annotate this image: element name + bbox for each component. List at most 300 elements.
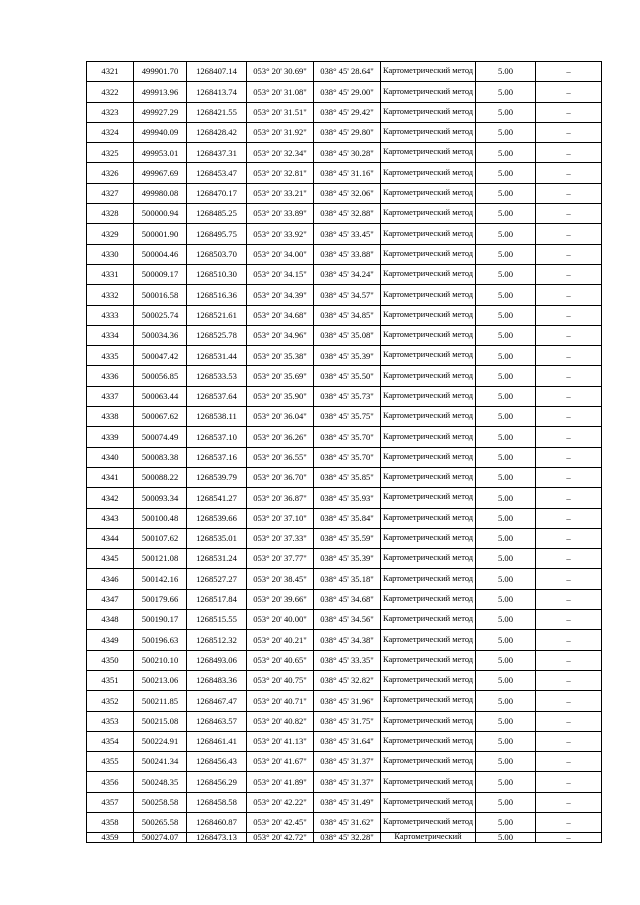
method-cell: Картометрический метод	[381, 305, 476, 325]
longitude-cell: 038° 45' 35.39"	[314, 549, 381, 569]
note-cell: –	[536, 407, 602, 427]
x-coordinate-cell: 499967.69	[134, 163, 187, 183]
method-cell: Картометрический метод	[381, 285, 476, 305]
point-number-cell: 4353	[87, 711, 134, 731]
note-cell: –	[536, 143, 602, 163]
note-cell: –	[536, 812, 602, 832]
y-coordinate-cell: 1268531.24	[187, 549, 247, 569]
point-number-cell: 4343	[87, 508, 134, 528]
method-cell: Картометрический метод	[381, 812, 476, 832]
latitude-cell: 053° 20' 41.13"	[247, 731, 314, 751]
longitude-cell: 038° 45' 32.06"	[314, 183, 381, 203]
x-coordinate-cell: 500025.74	[134, 305, 187, 325]
latitude-cell: 053° 20' 31.92"	[247, 122, 314, 142]
accuracy-cell: 5.00	[476, 772, 536, 792]
x-coordinate-cell: 500067.62	[134, 407, 187, 427]
longitude-cell: 038° 45' 29.00"	[314, 82, 381, 102]
point-number-cell: 4338	[87, 407, 134, 427]
accuracy-cell: 5.00	[476, 325, 536, 345]
point-number-cell: 4357	[87, 792, 134, 812]
x-coordinate-cell: 499940.09	[134, 122, 187, 142]
latitude-cell: 053° 20' 34.00"	[247, 244, 314, 264]
accuracy-cell: 5.00	[476, 569, 536, 589]
point-number-cell: 4331	[87, 264, 134, 284]
longitude-cell: 038° 45' 35.70"	[314, 447, 381, 467]
note-cell: –	[536, 366, 602, 386]
table-row	[87, 731, 602, 751]
accuracy-cell: 5.00	[476, 691, 536, 711]
point-number-cell: 4345	[87, 549, 134, 569]
y-coordinate-cell: 1268527.27	[187, 569, 247, 589]
latitude-cell: 053° 20' 30.69"	[247, 62, 314, 82]
table-row	[87, 833, 602, 843]
longitude-cell: 038° 45' 31.96"	[314, 691, 381, 711]
point-number-cell: 4355	[87, 752, 134, 772]
note-cell: –	[536, 285, 602, 305]
table-row	[87, 630, 602, 650]
y-coordinate-cell: 1268510.30	[187, 264, 247, 284]
x-coordinate-cell: 500056.85	[134, 366, 187, 386]
note-cell: –	[536, 204, 602, 224]
x-coordinate-cell: 500088.22	[134, 467, 187, 487]
note-cell: –	[536, 711, 602, 731]
method-cell: Картометрический метод	[381, 325, 476, 345]
latitude-cell: 053° 20' 31.08"	[247, 82, 314, 102]
longitude-cell: 038° 45' 33.88"	[314, 244, 381, 264]
note-cell: –	[536, 102, 602, 122]
accuracy-cell: 5.00	[476, 752, 536, 772]
accuracy-cell: 5.00	[476, 163, 536, 183]
y-coordinate-cell: 1268539.79	[187, 467, 247, 487]
note-cell: –	[536, 82, 602, 102]
table-row	[87, 569, 602, 589]
accuracy-cell: 5.00	[476, 488, 536, 508]
latitude-cell: 053° 20' 42.72"	[247, 833, 314, 843]
method-cell: Картометрический метод	[381, 366, 476, 386]
x-coordinate-cell: 499913.96	[134, 82, 187, 102]
y-coordinate-cell: 1268512.32	[187, 630, 247, 650]
latitude-cell: 053° 20' 34.96"	[247, 325, 314, 345]
method-cell: Картометрический метод	[381, 346, 476, 366]
accuracy-cell: 5.00	[476, 812, 536, 832]
y-coordinate-cell: 1268461.41	[187, 731, 247, 751]
point-number-cell: 4329	[87, 224, 134, 244]
point-number-cell: 4325	[87, 143, 134, 163]
method-cell: Картометрический метод	[381, 82, 476, 102]
longitude-cell: 038° 45' 28.64"	[314, 62, 381, 82]
note-cell: –	[536, 264, 602, 284]
latitude-cell: 053° 20' 34.68"	[247, 305, 314, 325]
table-row	[87, 467, 602, 487]
latitude-cell: 053° 20' 34.15"	[247, 264, 314, 284]
accuracy-cell: 5.00	[476, 508, 536, 528]
y-coordinate-cell: 1268538.11	[187, 407, 247, 427]
y-coordinate-cell: 1268493.06	[187, 650, 247, 670]
note-cell: –	[536, 163, 602, 183]
point-number-cell: 4321	[87, 62, 134, 82]
table-row	[87, 792, 602, 812]
table-row	[87, 610, 602, 630]
point-number-cell: 4344	[87, 528, 134, 548]
table-row	[87, 812, 602, 832]
table-row	[87, 285, 602, 305]
longitude-cell: 038° 45' 31.49"	[314, 792, 381, 812]
x-coordinate-cell: 500265.58	[134, 812, 187, 832]
table-row	[87, 122, 602, 142]
table-row	[87, 244, 602, 264]
table-row	[87, 82, 602, 102]
point-number-cell: 4332	[87, 285, 134, 305]
point-number-cell: 4324	[87, 122, 134, 142]
table-row	[87, 670, 602, 690]
table-row	[87, 264, 602, 284]
latitude-cell: 053° 20' 40.71"	[247, 691, 314, 711]
y-coordinate-cell: 1268413.74	[187, 82, 247, 102]
table-row	[87, 386, 602, 406]
accuracy-cell: 5.00	[476, 792, 536, 812]
latitude-cell: 053° 20' 35.90"	[247, 386, 314, 406]
table-row	[87, 427, 602, 447]
table-row	[87, 325, 602, 345]
latitude-cell: 053° 20' 39.66"	[247, 589, 314, 609]
accuracy-cell: 5.00	[476, 62, 536, 82]
longitude-cell: 038° 45' 34.85"	[314, 305, 381, 325]
method-cell: Картометрический метод	[381, 204, 476, 224]
x-coordinate-cell: 500274.07	[134, 833, 187, 843]
method-cell: Картометрический	[381, 833, 476, 843]
table-row	[87, 691, 602, 711]
method-cell: Картометрический метод	[381, 224, 476, 244]
note-cell: –	[536, 305, 602, 325]
x-coordinate-cell: 499927.29	[134, 102, 187, 122]
table-row	[87, 447, 602, 467]
method-cell: Картометрический метод	[381, 792, 476, 812]
method-cell: Картометрический метод	[381, 569, 476, 589]
accuracy-cell: 5.00	[476, 285, 536, 305]
longitude-cell: 038° 45' 35.75"	[314, 407, 381, 427]
accuracy-cell: 5.00	[476, 589, 536, 609]
y-coordinate-cell: 1268495.75	[187, 224, 247, 244]
point-number-cell: 4326	[87, 163, 134, 183]
x-coordinate-cell: 500107.62	[134, 528, 187, 548]
longitude-cell: 038° 45' 34.24"	[314, 264, 381, 284]
point-number-cell: 4341	[87, 467, 134, 487]
latitude-cell: 053° 20' 40.21"	[247, 630, 314, 650]
table-row	[87, 143, 602, 163]
accuracy-cell: 5.00	[476, 467, 536, 487]
note-cell: –	[536, 630, 602, 650]
accuracy-cell: 5.00	[476, 143, 536, 163]
method-cell: Картометрический метод	[381, 691, 476, 711]
method-cell: Картометрический метод	[381, 528, 476, 548]
latitude-cell: 053° 20' 36.26"	[247, 427, 314, 447]
y-coordinate-cell: 1268503.70	[187, 244, 247, 264]
latitude-cell: 053° 20' 31.51"	[247, 102, 314, 122]
y-coordinate-cell: 1268533.53	[187, 366, 247, 386]
point-number-cell: 4336	[87, 366, 134, 386]
point-number-cell: 4333	[87, 305, 134, 325]
point-number-cell: 4337	[87, 386, 134, 406]
point-number-cell: 4349	[87, 630, 134, 650]
note-cell: –	[536, 549, 602, 569]
y-coordinate-cell: 1268456.29	[187, 772, 247, 792]
y-coordinate-cell: 1268535.01	[187, 528, 247, 548]
note-cell: –	[536, 447, 602, 467]
x-coordinate-cell: 500142.16	[134, 569, 187, 589]
table-row	[87, 772, 602, 792]
longitude-cell: 038° 45' 35.18"	[314, 569, 381, 589]
table-row	[87, 407, 602, 427]
table-row	[87, 102, 602, 122]
x-coordinate-cell: 500211.85	[134, 691, 187, 711]
y-coordinate-cell: 1268456.43	[187, 752, 247, 772]
method-cell: Картометрический метод	[381, 610, 476, 630]
accuracy-cell: 5.00	[476, 264, 536, 284]
x-coordinate-cell: 500121.08	[134, 549, 187, 569]
table-row	[87, 488, 602, 508]
note-cell: –	[536, 508, 602, 528]
longitude-cell: 038° 45' 30.28"	[314, 143, 381, 163]
latitude-cell: 053° 20' 37.77"	[247, 549, 314, 569]
accuracy-cell: 5.00	[476, 610, 536, 630]
latitude-cell: 053° 20' 36.87"	[247, 488, 314, 508]
point-number-cell: 4351	[87, 670, 134, 690]
x-coordinate-cell: 500210.10	[134, 650, 187, 670]
accuracy-cell: 5.00	[476, 224, 536, 244]
method-cell: Картометрический метод	[381, 447, 476, 467]
accuracy-cell: 5.00	[476, 650, 536, 670]
note-cell: –	[536, 772, 602, 792]
note-cell: –	[536, 589, 602, 609]
point-number-cell: 4328	[87, 204, 134, 224]
note-cell: –	[536, 752, 602, 772]
note-cell: –	[536, 386, 602, 406]
y-coordinate-cell: 1268531.44	[187, 346, 247, 366]
longitude-cell: 038° 45' 31.62"	[314, 812, 381, 832]
x-coordinate-cell: 500093.34	[134, 488, 187, 508]
table-row	[87, 589, 602, 609]
accuracy-cell: 5.00	[476, 366, 536, 386]
method-cell: Картометрический метод	[381, 143, 476, 163]
longitude-cell: 038° 45' 32.88"	[314, 204, 381, 224]
longitude-cell: 038° 45' 35.39"	[314, 346, 381, 366]
latitude-cell: 053° 20' 32.34"	[247, 143, 314, 163]
accuracy-cell: 5.00	[476, 427, 536, 447]
latitude-cell: 053° 20' 33.89"	[247, 204, 314, 224]
x-coordinate-cell: 500001.90	[134, 224, 187, 244]
latitude-cell: 053° 20' 37.33"	[247, 528, 314, 548]
point-number-cell: 4350	[87, 650, 134, 670]
longitude-cell: 038° 45' 33.45"	[314, 224, 381, 244]
note-cell: –	[536, 62, 602, 82]
longitude-cell: 038° 45' 31.37"	[314, 752, 381, 772]
longitude-cell: 038° 45' 35.73"	[314, 386, 381, 406]
method-cell: Картометрический метод	[381, 407, 476, 427]
latitude-cell: 053° 20' 33.92"	[247, 224, 314, 244]
table-row	[87, 183, 602, 203]
accuracy-cell: 5.00	[476, 731, 536, 751]
note-cell: –	[536, 183, 602, 203]
method-cell: Картометрический метод	[381, 244, 476, 264]
longitude-cell: 038° 45' 29.80"	[314, 122, 381, 142]
table-row	[87, 224, 602, 244]
x-coordinate-cell: 500190.17	[134, 610, 187, 630]
x-coordinate-cell: 500074.49	[134, 427, 187, 447]
longitude-cell: 038° 45' 34.68"	[314, 589, 381, 609]
latitude-cell: 053° 20' 40.00"	[247, 610, 314, 630]
x-coordinate-cell: 499980.08	[134, 183, 187, 203]
x-coordinate-cell: 500063.44	[134, 386, 187, 406]
point-number-cell: 4347	[87, 589, 134, 609]
latitude-cell: 053° 20' 32.81"	[247, 163, 314, 183]
y-coordinate-cell: 1268473.13	[187, 833, 247, 843]
note-cell: –	[536, 528, 602, 548]
coordinate-table	[86, 61, 602, 843]
latitude-cell: 053° 20' 36.55"	[247, 447, 314, 467]
point-number-cell: 4352	[87, 691, 134, 711]
y-coordinate-cell: 1268485.25	[187, 204, 247, 224]
note-cell: –	[536, 427, 602, 447]
point-number-cell: 4342	[87, 488, 134, 508]
note-cell: –	[536, 244, 602, 264]
note-cell: –	[536, 833, 602, 843]
note-cell: –	[536, 610, 602, 630]
accuracy-cell: 5.00	[476, 82, 536, 102]
x-coordinate-cell: 500258.58	[134, 792, 187, 812]
table-row	[87, 549, 602, 569]
y-coordinate-cell: 1268458.58	[187, 792, 247, 812]
point-number-cell: 4334	[87, 325, 134, 345]
point-number-cell: 4346	[87, 569, 134, 589]
x-coordinate-cell: 499901.70	[134, 62, 187, 82]
method-cell: Картометрический метод	[381, 630, 476, 650]
y-coordinate-cell: 1268515.55	[187, 610, 247, 630]
table-row	[87, 163, 602, 183]
longitude-cell: 038° 45' 29.42"	[314, 102, 381, 122]
table-row	[87, 204, 602, 224]
accuracy-cell: 5.00	[476, 528, 536, 548]
longitude-cell: 038° 45' 31.37"	[314, 772, 381, 792]
point-number-cell: 4327	[87, 183, 134, 203]
note-cell: –	[536, 792, 602, 812]
point-number-cell: 4330	[87, 244, 134, 264]
note-cell: –	[536, 467, 602, 487]
table-body	[87, 62, 602, 843]
point-number-cell: 4323	[87, 102, 134, 122]
latitude-cell: 053° 20' 37.10"	[247, 508, 314, 528]
y-coordinate-cell: 1268541.27	[187, 488, 247, 508]
table-row	[87, 62, 602, 82]
latitude-cell: 053° 20' 41.67"	[247, 752, 314, 772]
method-cell: Картометрический метод	[381, 508, 476, 528]
accuracy-cell: 5.00	[476, 183, 536, 203]
y-coordinate-cell: 1268467.47	[187, 691, 247, 711]
y-coordinate-cell: 1268460.87	[187, 812, 247, 832]
method-cell: Картометрический метод	[381, 163, 476, 183]
y-coordinate-cell: 1268516.36	[187, 285, 247, 305]
latitude-cell: 053° 20' 42.22"	[247, 792, 314, 812]
method-cell: Картометрический метод	[381, 772, 476, 792]
y-coordinate-cell: 1268421.55	[187, 102, 247, 122]
x-coordinate-cell: 500215.08	[134, 711, 187, 731]
point-number-cell: 4322	[87, 82, 134, 102]
latitude-cell: 053° 20' 38.45"	[247, 569, 314, 589]
y-coordinate-cell: 1268407.14	[187, 62, 247, 82]
x-coordinate-cell: 500196.63	[134, 630, 187, 650]
latitude-cell: 053° 20' 34.39"	[247, 285, 314, 305]
x-coordinate-cell: 500100.48	[134, 508, 187, 528]
point-number-cell: 4335	[87, 346, 134, 366]
method-cell: Картометрический метод	[381, 549, 476, 569]
longitude-cell: 038° 45' 32.82"	[314, 670, 381, 690]
x-coordinate-cell: 500000.94	[134, 204, 187, 224]
y-coordinate-cell: 1268517.84	[187, 589, 247, 609]
coordinate-table-page	[86, 61, 601, 843]
method-cell: Картометрический метод	[381, 670, 476, 690]
note-cell: –	[536, 224, 602, 244]
longitude-cell: 038° 45' 33.35"	[314, 650, 381, 670]
x-coordinate-cell: 500009.17	[134, 264, 187, 284]
accuracy-cell: 5.00	[476, 630, 536, 650]
y-coordinate-cell: 1268453.47	[187, 163, 247, 183]
y-coordinate-cell: 1268539.66	[187, 508, 247, 528]
y-coordinate-cell: 1268470.17	[187, 183, 247, 203]
table-row	[87, 508, 602, 528]
note-cell: –	[536, 569, 602, 589]
point-number-cell: 4348	[87, 610, 134, 630]
table-row	[87, 752, 602, 772]
method-cell: Картометрический метод	[381, 264, 476, 284]
longitude-cell: 038° 45' 35.93"	[314, 488, 381, 508]
x-coordinate-cell: 500034.36	[134, 325, 187, 345]
method-cell: Картометрический метод	[381, 183, 476, 203]
longitude-cell: 038° 45' 34.56"	[314, 610, 381, 630]
point-number-cell: 4339	[87, 427, 134, 447]
latitude-cell: 053° 20' 40.65"	[247, 650, 314, 670]
accuracy-cell: 5.00	[476, 447, 536, 467]
longitude-cell: 038° 45' 31.64"	[314, 731, 381, 751]
latitude-cell: 053° 20' 40.82"	[247, 711, 314, 731]
point-number-cell: 4356	[87, 772, 134, 792]
accuracy-cell: 5.00	[476, 711, 536, 731]
accuracy-cell: 5.00	[476, 386, 536, 406]
y-coordinate-cell: 1268537.10	[187, 427, 247, 447]
method-cell: Картометрический метод	[381, 752, 476, 772]
longitude-cell: 038° 45' 34.38"	[314, 630, 381, 650]
x-coordinate-cell: 499953.01	[134, 143, 187, 163]
x-coordinate-cell: 500241.34	[134, 752, 187, 772]
x-coordinate-cell: 500083.38	[134, 447, 187, 467]
longitude-cell: 038° 45' 35.08"	[314, 325, 381, 345]
latitude-cell: 053° 20' 35.69"	[247, 366, 314, 386]
longitude-cell: 038° 45' 35.59"	[314, 528, 381, 548]
method-cell: Картометрический метод	[381, 467, 476, 487]
accuracy-cell: 5.00	[476, 346, 536, 366]
method-cell: Картометрический метод	[381, 488, 476, 508]
note-cell: –	[536, 670, 602, 690]
point-number-cell: 4358	[87, 812, 134, 832]
note-cell: –	[536, 650, 602, 670]
latitude-cell: 053° 20' 35.38"	[247, 346, 314, 366]
x-coordinate-cell: 500016.58	[134, 285, 187, 305]
note-cell: –	[536, 346, 602, 366]
method-cell: Картометрический метод	[381, 731, 476, 751]
method-cell: Картометрический метод	[381, 102, 476, 122]
y-coordinate-cell: 1268483.36	[187, 670, 247, 690]
table-row	[87, 346, 602, 366]
note-cell: –	[536, 122, 602, 142]
accuracy-cell: 5.00	[476, 244, 536, 264]
